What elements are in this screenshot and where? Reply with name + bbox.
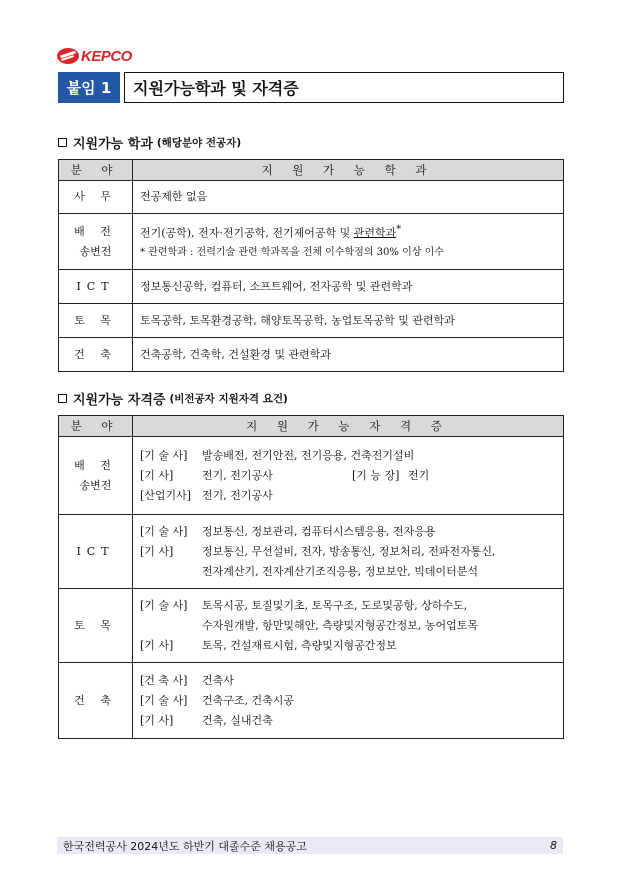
cert-line: [기 사] 전기, 전기공사 [기 능 장] 전기 [140,468,430,482]
row-value [133,589,564,663]
checkbox-icon [58,394,67,403]
page-title: 지원가능학과 및 자격증 [124,72,564,103]
table-row [59,437,564,515]
row-value: 전기(공학), 전자·전기공학, 전기제어공학 및 관련학과* * 관련학과 : 전력기술 관련 학과목을 전체 이수학점의 30% 이상 이수 [133,214,564,270]
row-category: 배 전 송변전 [59,437,133,515]
row-category: 사 무 [59,181,133,214]
table-header-row [59,416,564,437]
row-category: 건 축 [59,338,133,372]
cert-line: [기 술 사] 정보통신, 정보관리, 컴퓨터시스템응용, 전자응용 [140,524,436,538]
row-category: 배 전 송변전 [59,214,133,270]
departments-table [58,159,564,372]
cert-line: [기 사] 건축, 실내건축 [140,713,273,727]
table-row [59,589,564,663]
title-badge: 붙임 1 [58,72,120,103]
row-value: 정보통신공학, 컴퓨터, 소프트웨어, 전자공학 및 관련학과 [133,270,564,304]
certificates-table [58,415,564,739]
header-category: 분 야 [59,160,133,181]
header-content: 지 원 가 능 자 격 증 [133,416,564,437]
page-footer [57,837,563,854]
section-heading-text: 지원가능 학과 [73,137,153,152]
table-row [59,515,564,589]
cert-line: 수자원개발, 항만및해안, 측량및지형공간정보, 농어업토목 [202,618,479,632]
row-category: ICT [59,515,133,589]
footer-text: 한국전력공사 2024년도 하반기 대졸수준 채용공고 [63,839,307,853]
header-category: 분 야 [59,416,133,437]
row-value: 건축공학, 건축학, 건설환경 및 관련학과 [133,338,564,372]
row-value: 전공제한 없음 [133,181,564,214]
table-row [59,304,564,338]
checkbox-icon [58,138,67,147]
cert-line: [기 사] 토목, 건설재료시험, 측량및지형공간정보 [140,638,397,652]
page-title-bar [58,72,564,103]
kepco-logo-icon [57,48,79,64]
table-row [59,338,564,372]
row-note: * 관련학과 : 전력기술 관련 학과목을 전체 이수학점의 30% 이상 이수 [140,247,444,259]
section-subheading: (해당분야 전공자) [156,137,242,149]
row-value [133,437,564,515]
cert-line: [기 술 사] 건축구조, 건축시공 [140,693,295,707]
header-content: 지 원 가 능 학 과 [133,160,564,181]
table-row [59,270,564,304]
cert-line: [기 술 사] 토목시공, 토질및기초, 토목구조, 도로및공항, 상하수도, [140,598,468,612]
page-number: 8 [550,839,557,852]
table-row [59,214,564,270]
cert-line: [기 술 사] 발송배전, 전기안전, 전기응용, 건축전기설비 [140,448,415,462]
row-category: ICT [59,270,133,304]
row-value: 토목공학, 토목환경공학, 해양토목공학, 농업토목공학 및 관련학과 [133,304,564,338]
row-value [133,663,564,739]
section-heading-departments [58,133,241,152]
row-category: 토 목 [59,304,133,338]
table-header-row [59,160,564,181]
row-value [133,515,564,589]
table-row [59,181,564,214]
row-category: 토 목 [59,589,133,663]
logo-text: KEPCO [81,47,132,65]
section-heading-text: 지원가능 자격증 [73,393,166,408]
kepco-logo [57,46,132,66]
table-row [59,663,564,739]
cert-line: [산업기사] 전기, 전기공사 [140,488,273,502]
cert-line: 전자계산기, 전자계산기조직응용, 정보보안, 빅데이터분석 [202,564,479,578]
section-subheading: (비전공자 지원자격 요건) [169,393,288,405]
cert-line: [기 사] 정보통신, 무선설비, 전자, 방송통신, 정보처리, 전파전자통신, [140,544,496,558]
row-category: 건 축 [59,663,133,739]
section-heading-certificates [58,389,288,408]
cert-line: [건 축 사] 건축사 [140,673,234,687]
